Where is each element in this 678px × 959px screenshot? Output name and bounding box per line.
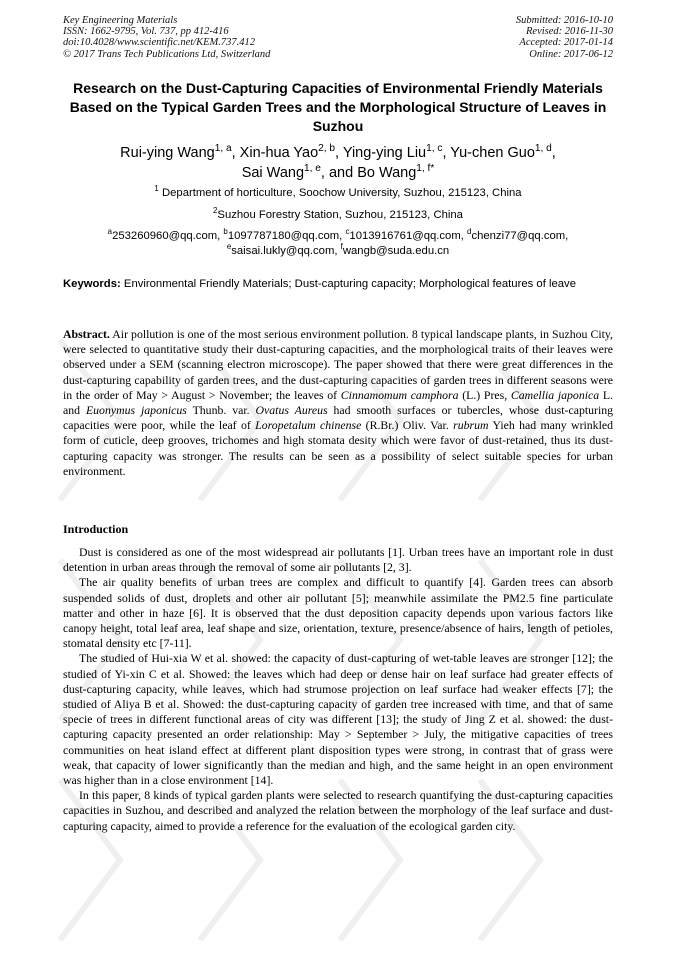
journal-info xyxy=(63,15,270,60)
paragraph: The studied of Hui-xia W et al. showed: the capacity of dust-capturing of wet-table leaves are stronger [12]; the studied of Yi-xin C et al. Showed: the leaves which had deep or dense hair on leaf surface had greater effects of dust-capturing capacity, while leaves, which had strumose projection on leaf surface had weaker effects [7]; the studied of Aliya B et al. Showed: the dust-capturing capacity of garden tree increased with time, and that of same specie of trees in different functional areas of city was different [13]; the study of Jing Z et al. showed: the dust-capturing capacity presented an order relationship: May > September > July, the mitigative capacities of trees communities on heat island effect at different plant disposition types were strong, in contrast that of grass were weak, that capacity of lower significantly than the median and high, and the same height in an open environment was higher than in a close environment [14]. xyxy=(63,651,613,788)
paragraph: Dust is considered as one of the most widespread air pollutants [1]. Urban trees have an important role in dust detention in urban areas through the removal of some air pollutants [2, 3]. xyxy=(63,545,613,575)
paragraph: The air quality benefits of urban trees are complex and difficult to quantify [4]. Garden trees can absorb suspended solids of dust, droplets and other air pollutant [5]; meanwhile assimilate the PM2.5 fine particulate matter and other in haze [6]. It is observed that the dust deposition capacity depends upon various factors like canopy height, total leaf area, leaf shape and size, orientation, texture, presence/absence of hairs, length of petioles, stomatal density etc [7-11]. xyxy=(63,575,613,651)
introduction-body xyxy=(63,545,613,834)
keywords xyxy=(63,277,613,292)
species-name: Camellia japonica xyxy=(510,387,600,402)
author-list: Rui-ying Wang$^{1, a}$, Xin-hua Yao$^{2, b}$, Ying-ying Liu$^{1, c}$, Yu-chen Guo$^{1, d}$, Sai Wang$^{1, e}$, and Bo Wang$^{1, f*}$ xyxy=(120,143,556,181)
journal-name: Key Engineering Materials xyxy=(63,15,178,26)
doi: doi:10.4028/www.scientific.net/KEM.737.412 xyxy=(63,37,255,49)
species-name: Cinnamomum camphora xyxy=(340,387,459,402)
author-sup: 1, e xyxy=(304,163,321,175)
author-sup: 1, f* xyxy=(416,163,435,175)
abstract-label: Abstract. xyxy=(63,327,110,341)
revised-date: Revised: 2016-11-30 xyxy=(526,26,613,38)
author-sup: 1, d xyxy=(534,143,552,155)
author-name: Bo Wang xyxy=(357,165,417,181)
email-link[interactable]: 1097787180@qq.com, xyxy=(227,230,346,242)
email-link[interactable]: saisai.lukly@qq.com, xyxy=(231,245,341,257)
author-name: Xin-hua Yao xyxy=(239,145,319,161)
affiliation-1: $^1$ Department of horticulture, Soochow University, Suzhou, 215123, China xyxy=(154,184,522,199)
accepted-date: Accepted: 2017-01-14 xyxy=(519,37,613,49)
email-link[interactable]: 253260960@qq.com, xyxy=(112,230,224,242)
keywords-text: Environmental Friendly Materials; Dust-capturing capacity; Morphological features of leave xyxy=(120,278,576,290)
copyright: © 2017 Trans Tech Publications Ltd, Switzerland xyxy=(63,48,271,60)
email-link[interactable]: chenzi77@qq.com, xyxy=(471,230,569,242)
keywords-label: Keywords: xyxy=(63,278,121,290)
paper-title: Research on the Dust-Capturing Capacities of Environmental Friendly Materials Based on the Typical Garden Trees and the Morphological Structure of Leaves in Suzhou xyxy=(69,80,607,134)
author-name: Ying-ying Liu xyxy=(342,145,427,161)
species-name: Ovatus Aureus xyxy=(255,403,328,418)
author-sup: 2, b xyxy=(318,143,336,155)
paragraph: In this paper, 8 kinds of typical garden plants were selected to research quantifying the dust-capturing capacities capacities in Suzhou, and described and analyzed the relation between the morphology of the leaf surface and dust-capturing capacity, aimed to provide a reference for the evaluation of the ecological garden city. xyxy=(63,788,613,833)
online-date: Online: 2017-06-12 xyxy=(529,48,613,60)
issn: ISSN: 1662-9795, Vol. 737, pp 412-416 xyxy=(63,26,229,38)
species-name: Loropetalum chinense xyxy=(255,418,362,433)
author-name: Yu-chen Guo xyxy=(450,145,535,161)
submitted-date: Submitted: 2016-10-10 xyxy=(515,15,613,26)
email-link[interactable]: 1013916761@qq.com, xyxy=(349,230,468,242)
species-name: Euonymus japonicus xyxy=(85,403,187,418)
affiliation-2: $^2$Suzhou Forestry Station, Suzhou, 215123, China xyxy=(213,206,463,221)
author-name: Rui-ying Wang xyxy=(120,145,215,161)
email-link[interactable]: wangb@suda.edu.cn xyxy=(342,245,450,257)
author-name: Sai Wang xyxy=(241,165,305,181)
author-sup: 1, c xyxy=(426,143,443,155)
section-heading: Introduction xyxy=(63,522,129,536)
author-sup: 1, a xyxy=(214,143,232,155)
abstract: Abstract. Air pollution is one of the most serious environment pollution. 8 typical landscape plants, in Suzhou City, were selected to quantitative study their dust-capturing capacities, and the morphological traits of their leaves were observed under a SEM (scanning electron microscope). The paper showed that there were great differences in the dust-capturing capability of garden trees, and the dust-capturing capacities of garden trees in different seasons were in the order of May > August > November; the leaves of Cinnamomum camphora (L.) Pres, Camellia japonica L. and Euonymus japonicus Thunb. var. Ovatus Aureus had smooth surfaces or tubercles, whose dust-capturing capacities were poor, while the leaf of Loropetalum chinense (R.Br.) Oliv. Var. rubrum Yieh had many wrinkled form of cuticle, deep grooves, trichomes and high stomata desity which were favor of dust-retained, thus its dust- capturing capacity was stronger. The results can be seen as a possibility of select suitable species for urban environment. xyxy=(63,327,614,478)
email-list: $^a$253260960@qq.com, $^b$1097787180@qq.com, $^c$1013916761@qq.com, $^d$chenzi77@qq.com, $^e$saisai.lukly@qq.com, $^f$wangb@suda.edu.cn xyxy=(107,227,569,257)
dates-info xyxy=(516,15,613,60)
species-name: rubrum xyxy=(453,418,489,433)
